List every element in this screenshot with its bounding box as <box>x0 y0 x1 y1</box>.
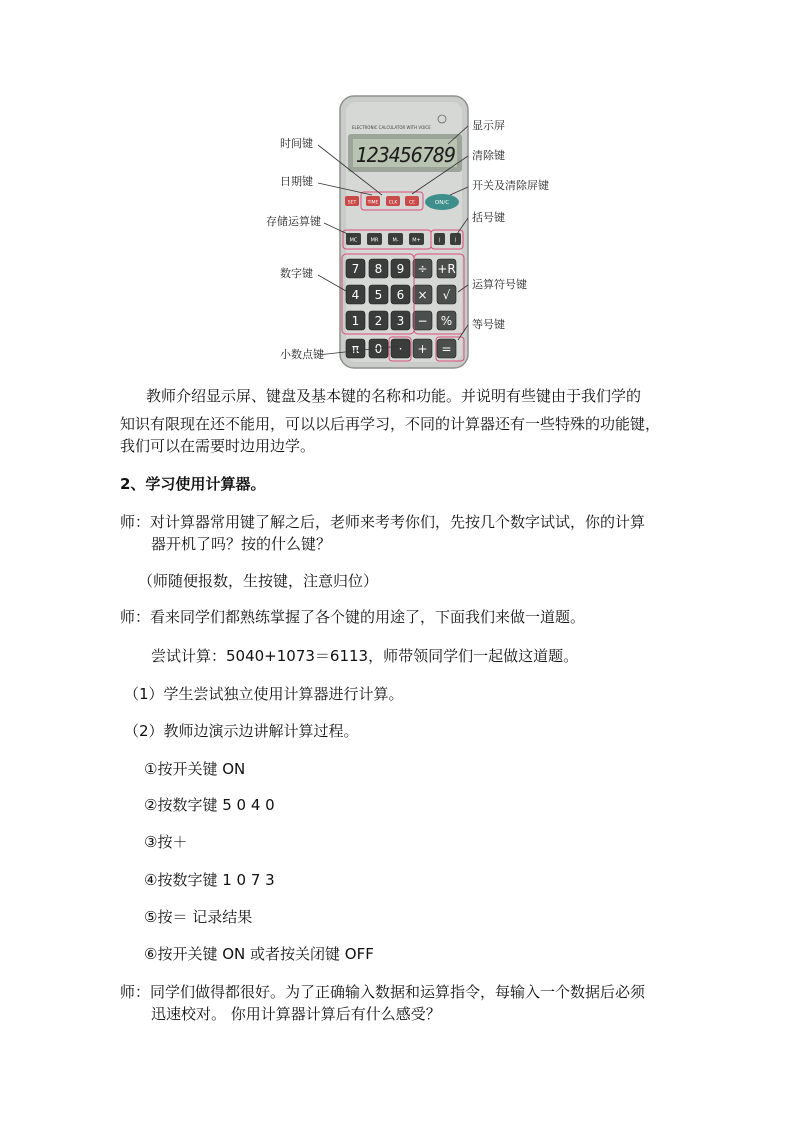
key-label-row3-2: 9 <box>396 262 405 276</box>
key-label-row4-0: 4 <box>351 288 360 302</box>
key-row2-label-2: M- <box>392 237 399 244</box>
substep-5: ⑤按＝ 记录结果 <box>144 908 253 926</box>
key-label-row5-3: − <box>417 314 428 328</box>
key-label-row3-1: 8 <box>374 262 383 276</box>
paragraph-intro-line-2: 知识有限现在还不能用，可以以后再学习，不同的计算器还有一些特殊的功能键， <box>120 415 661 433</box>
step-2: （2）教师边演示边讲解计算过程。 <box>124 722 359 740</box>
key-label-row6-3: + <box>417 342 428 356</box>
key-row2-label-5: ) <box>454 237 457 244</box>
key-label-row3-0: 7 <box>351 262 360 276</box>
key-on-c-label: ON/C <box>434 200 450 206</box>
label-time-key: 时间键 <box>280 137 313 150</box>
key-label-row3-3: ÷ <box>417 262 428 276</box>
teacher-note: （师随便报数，生按键，注意归位） <box>138 572 379 590</box>
substep-4: ④按数字键 1 0 7 3 <box>144 871 275 889</box>
key-ce-label: CE <box>409 200 415 206</box>
key-label-row6-2: · <box>398 342 403 356</box>
label-equal-key: 等号键 <box>472 318 505 331</box>
calculator-illustration <box>262 92 550 372</box>
teacher-line-1a: 师：对计算器常用键了解之后，老师来考考你们，先按几个数字试试，你的计算 <box>120 513 646 531</box>
brand-text: ELECTRONIC CALCULATOR WITH VOICE <box>352 125 431 130</box>
teacher-line-3b: 迅速校对。 你用计算器计算后有什么感受？ <box>151 1005 441 1023</box>
teacher-line-1b: 器开机了吗？按的什么键？ <box>151 535 332 553</box>
screen-digits: 123456789 <box>355 143 455 167</box>
teacher-line-3a: 师：同学们做得都很好。为了正确输入数据和运算指令，每输入一个数据后必须 <box>120 983 646 1001</box>
label-memory-key: 存储运算键 <box>266 215 321 228</box>
label-decimal-key: 小数点键 <box>280 348 324 361</box>
key-label-row4-4: √ <box>442 288 451 302</box>
key-row2-label-4: ( <box>438 237 441 244</box>
try-calculation: 尝试计算：5040+1073＝6113，师带领同学们一起做这道题。 <box>151 647 579 665</box>
paragraph-intro-line-3: 我们可以在需要时边用边学。 <box>120 437 316 455</box>
key-label-row3-4: +R <box>437 262 456 276</box>
key-label-row6-4: = <box>441 342 452 356</box>
key-row2-label-1: MR <box>370 237 379 244</box>
label-digit-key: 数字键 <box>280 267 313 280</box>
substep-6: ⑥按开关键 ON 或者按关闭键 OFF <box>144 945 374 963</box>
key-row2-label-0: MC <box>349 237 358 244</box>
key-clk-label: CLK <box>388 200 398 206</box>
label-operator-key: 运算符号键 <box>472 278 527 291</box>
label-display: 显示屏 <box>472 119 505 132</box>
key-label-row6-1: 0 <box>374 342 383 356</box>
key-label-row5-4: % <box>440 314 453 328</box>
substep-2: ②按数字键 5 0 4 0 <box>144 796 275 814</box>
calculator-figure <box>262 92 550 372</box>
key-label-row5-1: 2 <box>374 314 383 328</box>
teacher-line-2: 师：看来同学们都熟练掌握了各个键的用途了，下面我们来做一道题。 <box>120 608 586 626</box>
label-date-key: 日期键 <box>280 175 313 188</box>
label-power-key: 开关及清除屏键 <box>472 179 549 192</box>
key-label-row5-2: 3 <box>396 314 405 328</box>
key-row2-label-3: M+ <box>412 237 421 244</box>
substep-3: ③按＋ <box>144 833 188 851</box>
key-label-row4-1: 5 <box>374 288 383 302</box>
label-bracket-key: 括号键 <box>472 211 505 224</box>
key-label-row6-0: π <box>351 342 360 356</box>
step-1: （1）学生尝试独立使用计算器进行计算。 <box>124 685 404 703</box>
key-time-label: TIME <box>367 200 379 206</box>
key-set-label: SET <box>347 200 357 206</box>
key-label-row4-3: × <box>417 288 428 302</box>
paragraph-intro-line-1: 教师介绍显示屏、键盘及基本键的名称和功能。并说明有些键由于我们学的 <box>146 387 642 405</box>
section-heading-2: 2、学习使用计算器。 <box>120 475 266 493</box>
label-clear-key: 清除键 <box>472 149 505 162</box>
key-label-row4-2: 6 <box>396 288 405 302</box>
key-label-row5-0: 1 <box>351 314 360 328</box>
substep-1: ①按开关键 ON <box>144 760 246 778</box>
